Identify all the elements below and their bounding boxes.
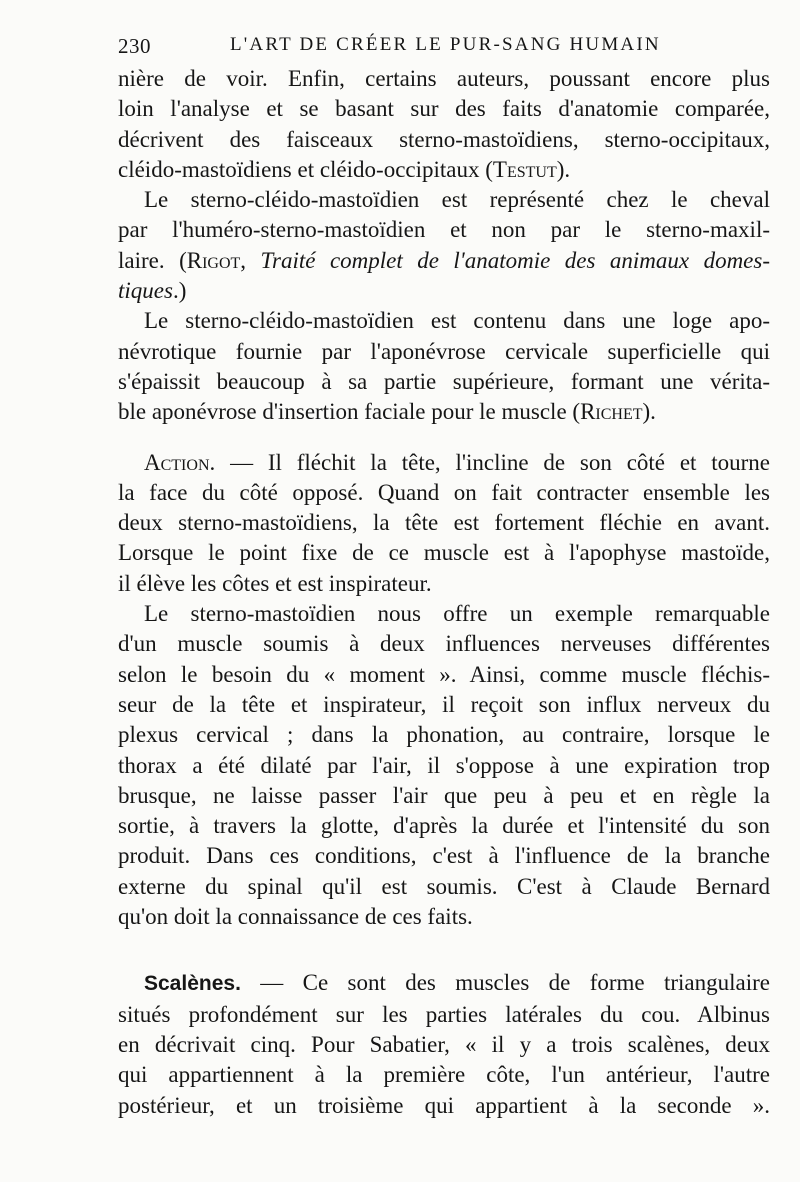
- text-line: sortie, à travers la glotte, d'après la durée et l'intensité du son: [118, 813, 770, 839]
- author-name: Richet: [580, 399, 643, 425]
- text-line: nière de voir. Enfin, certains auteurs, poussant encore plus: [118, 66, 770, 91]
- text-line: tiques.): [118, 278, 187, 304]
- paragraph-nervous-influences: [118, 599, 770, 932]
- text-line: brusque, ne laisse passer l'air que peu à peu et en règle la: [118, 782, 770, 808]
- book-title: tiques: [118, 278, 173, 304]
- text-line: névrotique fournie par l'aponévrose cervicale superficielle qui: [118, 338, 770, 364]
- text-line: thorax a été dilaté par l'air, il s'oppose à une expiration trop: [118, 752, 770, 778]
- text-line: qui appartiennent à la première côte, l'un antérieur, l'autre: [118, 1062, 770, 1088]
- book-title: Traité complet de l'anatomie des animaux domes-: [260, 247, 770, 273]
- author-name: Rigot: [186, 247, 241, 273]
- paragraph-aponeurosis: [118, 306, 770, 427]
- section-heading: Scalènes.: [144, 972, 241, 996]
- section-spacer: [118, 932, 770, 968]
- running-title: L'ART DE CRÉER LE PUR-SANG HUMAIN: [230, 34, 661, 55]
- text-line: Le sterno-cléido-mastoïdien est représenté chez le cheval: [144, 187, 770, 213]
- text-line: Action. — Il fléchit la tête, l'incline de son côté et tourne: [144, 449, 770, 475]
- page-number: 230: [118, 34, 151, 58]
- text-line: postérieur, et un troisième qui appartient à la seconde ».: [118, 1092, 770, 1118]
- text-line: d'un muscle soumis à deux influences nerveuses différentes: [118, 631, 770, 657]
- text-line: produit. Dans ces conditions, c'est à l'influence de la branche: [118, 843, 770, 869]
- paragraph-action: [118, 448, 770, 599]
- text-line: laire. (Rigot, Traité complet de l'anatomie des animaux domes-: [118, 247, 770, 273]
- book-page: [118, 24, 770, 1121]
- text-line: ble aponévrose d'insertion faciale pour le muscle (Richet).: [118, 399, 656, 425]
- text-line: Lorsque le point fixe de ce muscle est à l'apophyse mastoïde,: [118, 540, 770, 566]
- text-line: en décrivait cinq. Pour Sabatier, « il y a trois scalènes, deux: [118, 1031, 770, 1057]
- text-line: seur de la tête et inspirateur, il reçoit son influx nerveux du: [118, 691, 770, 717]
- text-line: cléido-mastoïdiens et cléido-occipitaux (Testut).: [118, 156, 571, 182]
- section-label: Action: [144, 449, 210, 475]
- paragraph-spacer: [118, 428, 770, 448]
- text-line: Le sterno-cléido-mastoïdien est contenu dans une loge apo-: [144, 308, 770, 334]
- paragraph-horse-comparison: [118, 185, 770, 306]
- text-line: situés profondément sur les parties latérales du cou. Albinus: [118, 1001, 770, 1027]
- text-line: plexus cervical ; dans la phonation, au contraire, lorsque le: [118, 722, 770, 748]
- author-name: Testut: [492, 156, 557, 182]
- text-line: deux sterno-mastoïdiens, la tête est fortement fléchie en avant.: [118, 510, 770, 536]
- text-line: Scalènes. — Ce sont des muscles de forme triangulaire: [144, 970, 770, 996]
- paragraph-continuation: [118, 64, 770, 185]
- text-line: qu'on doit la connaissance de ces faits.: [118, 904, 473, 930]
- paragraph-scalenes: [118, 968, 770, 1120]
- text-line: il élève les côtes et est inspirateur.: [118, 570, 432, 596]
- text-line: la face du côté opposé. Quand on fait contracter ensemble les: [118, 479, 770, 505]
- running-header: [118, 24, 770, 64]
- text-line: décrivent des faisceaux sterno-mastoïdiens, sterno-occipitaux,: [118, 126, 770, 152]
- text-line: s'épaissit beaucoup à sa partie supérieure, formant une vérita-: [118, 368, 770, 394]
- text-line: par l'huméro-sterno-mastoïdien et non par le sterno-maxil-: [118, 217, 770, 243]
- text-line: selon le besoin du « moment ». Ainsi, comme muscle fléchis-: [118, 661, 770, 687]
- text-line: Le sterno-mastoïdien nous offre un exemple remarquable: [144, 601, 770, 627]
- text-line: externe du spinal qu'il est soumis. C'est à Claude Bernard: [118, 873, 770, 899]
- text-line: loin l'analyse et se basant sur des faits d'anatomie comparée,: [118, 96, 770, 122]
